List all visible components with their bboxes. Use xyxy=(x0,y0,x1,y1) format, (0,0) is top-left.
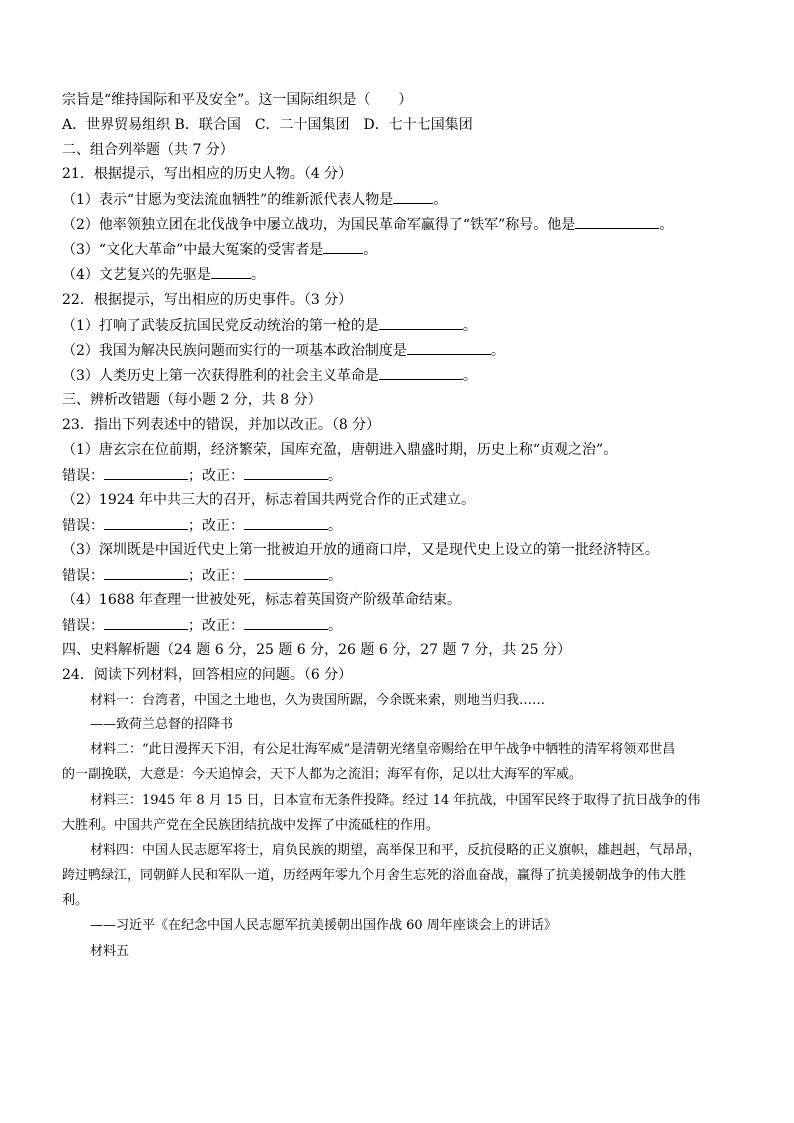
error-blank[interactable] xyxy=(104,565,188,580)
material-2-line-1: 材料二：“此日漫挥天下泪，有公足壮海军威”是清朝光绪皇帝赐给在甲午战争中牺牲的清军将领邓世昌 xyxy=(90,742,676,757)
material-5-label: 材料五 xyxy=(90,944,130,959)
error-blank[interactable] xyxy=(104,465,188,480)
answer-blank[interactable] xyxy=(407,340,491,355)
correction-blank[interactable] xyxy=(244,565,328,580)
correction-blank[interactable] xyxy=(244,515,328,530)
q24-stem: 24．阅读下列材料，回答相应的问题。（6 分） xyxy=(62,667,353,683)
q23-item-3: （3）深圳既是中国近代史上第一批被迫开放的通商口岸，又是现代史上设立的第一批经济特区。 xyxy=(62,542,659,558)
q20-stem-tail: 宗旨是“维持国际和平及安全”。这一国际组织是（ ） xyxy=(62,92,413,108)
material-1-source: ——致荷兰总督的招降书 xyxy=(90,717,234,732)
section-heading-2: 二、组合列举题（共 7 分） xyxy=(62,142,234,158)
error-blank[interactable] xyxy=(104,615,188,630)
q20-options: A．世界贸易组织 B．联合国 C．二十国集团 D．七十七国集团 xyxy=(62,117,473,133)
material-1: 材料一：台湾者，中国之土地也，久为贵国所踞，今余既来索，则地当归我…… xyxy=(90,693,546,708)
answer-blank[interactable] xyxy=(393,189,433,204)
material-4-line-2: 跨过鸭绿江，同朝鲜人民和军队一道，历经两年零九个月舍生忘死的浴血奋战，赢得了抗美援朝战争的伟大胜 xyxy=(62,868,687,883)
q23-item-2: （2）1924 年中共三大的召开，标志着国共两党合作的正式建立。 xyxy=(62,492,475,508)
q22-stem: 22．根据提示，写出相应的历史事件。（3 分） xyxy=(62,292,353,308)
material-2-line-2: 的一副挽联，大意是：今天追悼会，天下人都为之流泪；海军有你，足以壮大海军的军威。 xyxy=(62,767,583,782)
q23-answer-row-4: 错误： ；改正： 。 xyxy=(62,615,342,636)
q21-item-3: （3）“文化大革命”中最大冤案的受害者是 。 xyxy=(62,239,377,260)
q21-item-4: （4）文艺复兴的先驱是 。 xyxy=(62,264,265,285)
answer-blank[interactable] xyxy=(211,264,251,279)
material-4-source: ——习近平《在纪念中国人民志愿军抗美援朝出国作战 60 周年座谈会上的讲话》 xyxy=(90,918,557,933)
answer-blank[interactable] xyxy=(575,214,659,229)
answer-blank[interactable] xyxy=(379,365,463,380)
q21-stem: 21．根据提示，写出相应的历史人物。（4 分） xyxy=(62,166,353,182)
section-heading-3: 三、辨析改错题（每小题 2 分，共 8 分） xyxy=(62,392,322,408)
answer-blank[interactable] xyxy=(323,239,363,254)
correction-blank[interactable] xyxy=(244,465,328,480)
answer-blank[interactable] xyxy=(379,315,463,330)
correction-blank[interactable] xyxy=(244,615,328,630)
material-3-line-2: 大胜利。中国共产党在全民族团结抗战中发挥了中流砥柱的作用。 xyxy=(62,818,440,833)
q21-item-2: （2）他率领独立团在北伐战争中屡立战功，为国民革命军赢得了“铁军”称号。他是 。 xyxy=(62,214,673,235)
q22-item-3: （3）人类历史上第一次获得胜利的社会主义革命是 。 xyxy=(62,365,477,386)
material-3-line-1: 材料三：1945 年 8 月 15 日，日本宣布无条件投降。经过 14 年抗战，中国军民终于取得了抗日战争的伟 xyxy=(90,793,701,808)
q23-answer-row-2: 错误： ；改正： 。 xyxy=(62,515,342,536)
section-heading-4: 四、史料解析题（24 题 6 分，25 题 6 分，26 题 6 分，27 题 7 分，共 25 分） xyxy=(62,642,572,658)
q23-answer-row-3: 错误： ；改正： 。 xyxy=(62,565,342,586)
q23-item-4: （4）1688 年查理一世被处死，标志着英国资产阶级革命结束。 xyxy=(62,592,461,608)
q21-item-1: （1）表示“甘愿为变法流血牺牲”的维新派代表人物是 。 xyxy=(62,189,447,210)
material-4-line-3: 利。 xyxy=(62,893,89,908)
error-blank[interactable] xyxy=(104,515,188,530)
material-4-line-1: 材料四：中国人民志愿军将士，肩负民族的期望，高举保卫和平，反抗侵略的正义旗帜，雄赳赳，气昂昂， xyxy=(90,843,702,858)
q22-item-2: （2）我国为解决民族问题而实行的一项基本政治制度是 。 xyxy=(62,340,505,361)
q23-stem: 23．指出下列表述中的错误，并加以改正。（8 分） xyxy=(62,417,381,433)
q23-item-1: （1）唐玄宗在位前期，经济繁荣，国库充盈，唐朝进入鼎盛时期，历史上称“贞观之治”。 xyxy=(62,442,618,458)
q23-answer-row-1: 错误： ；改正： 。 xyxy=(62,465,342,486)
q22-item-1: （1）打响了武装反抗国民党反动统治的第一枪的是 。 xyxy=(62,315,477,336)
